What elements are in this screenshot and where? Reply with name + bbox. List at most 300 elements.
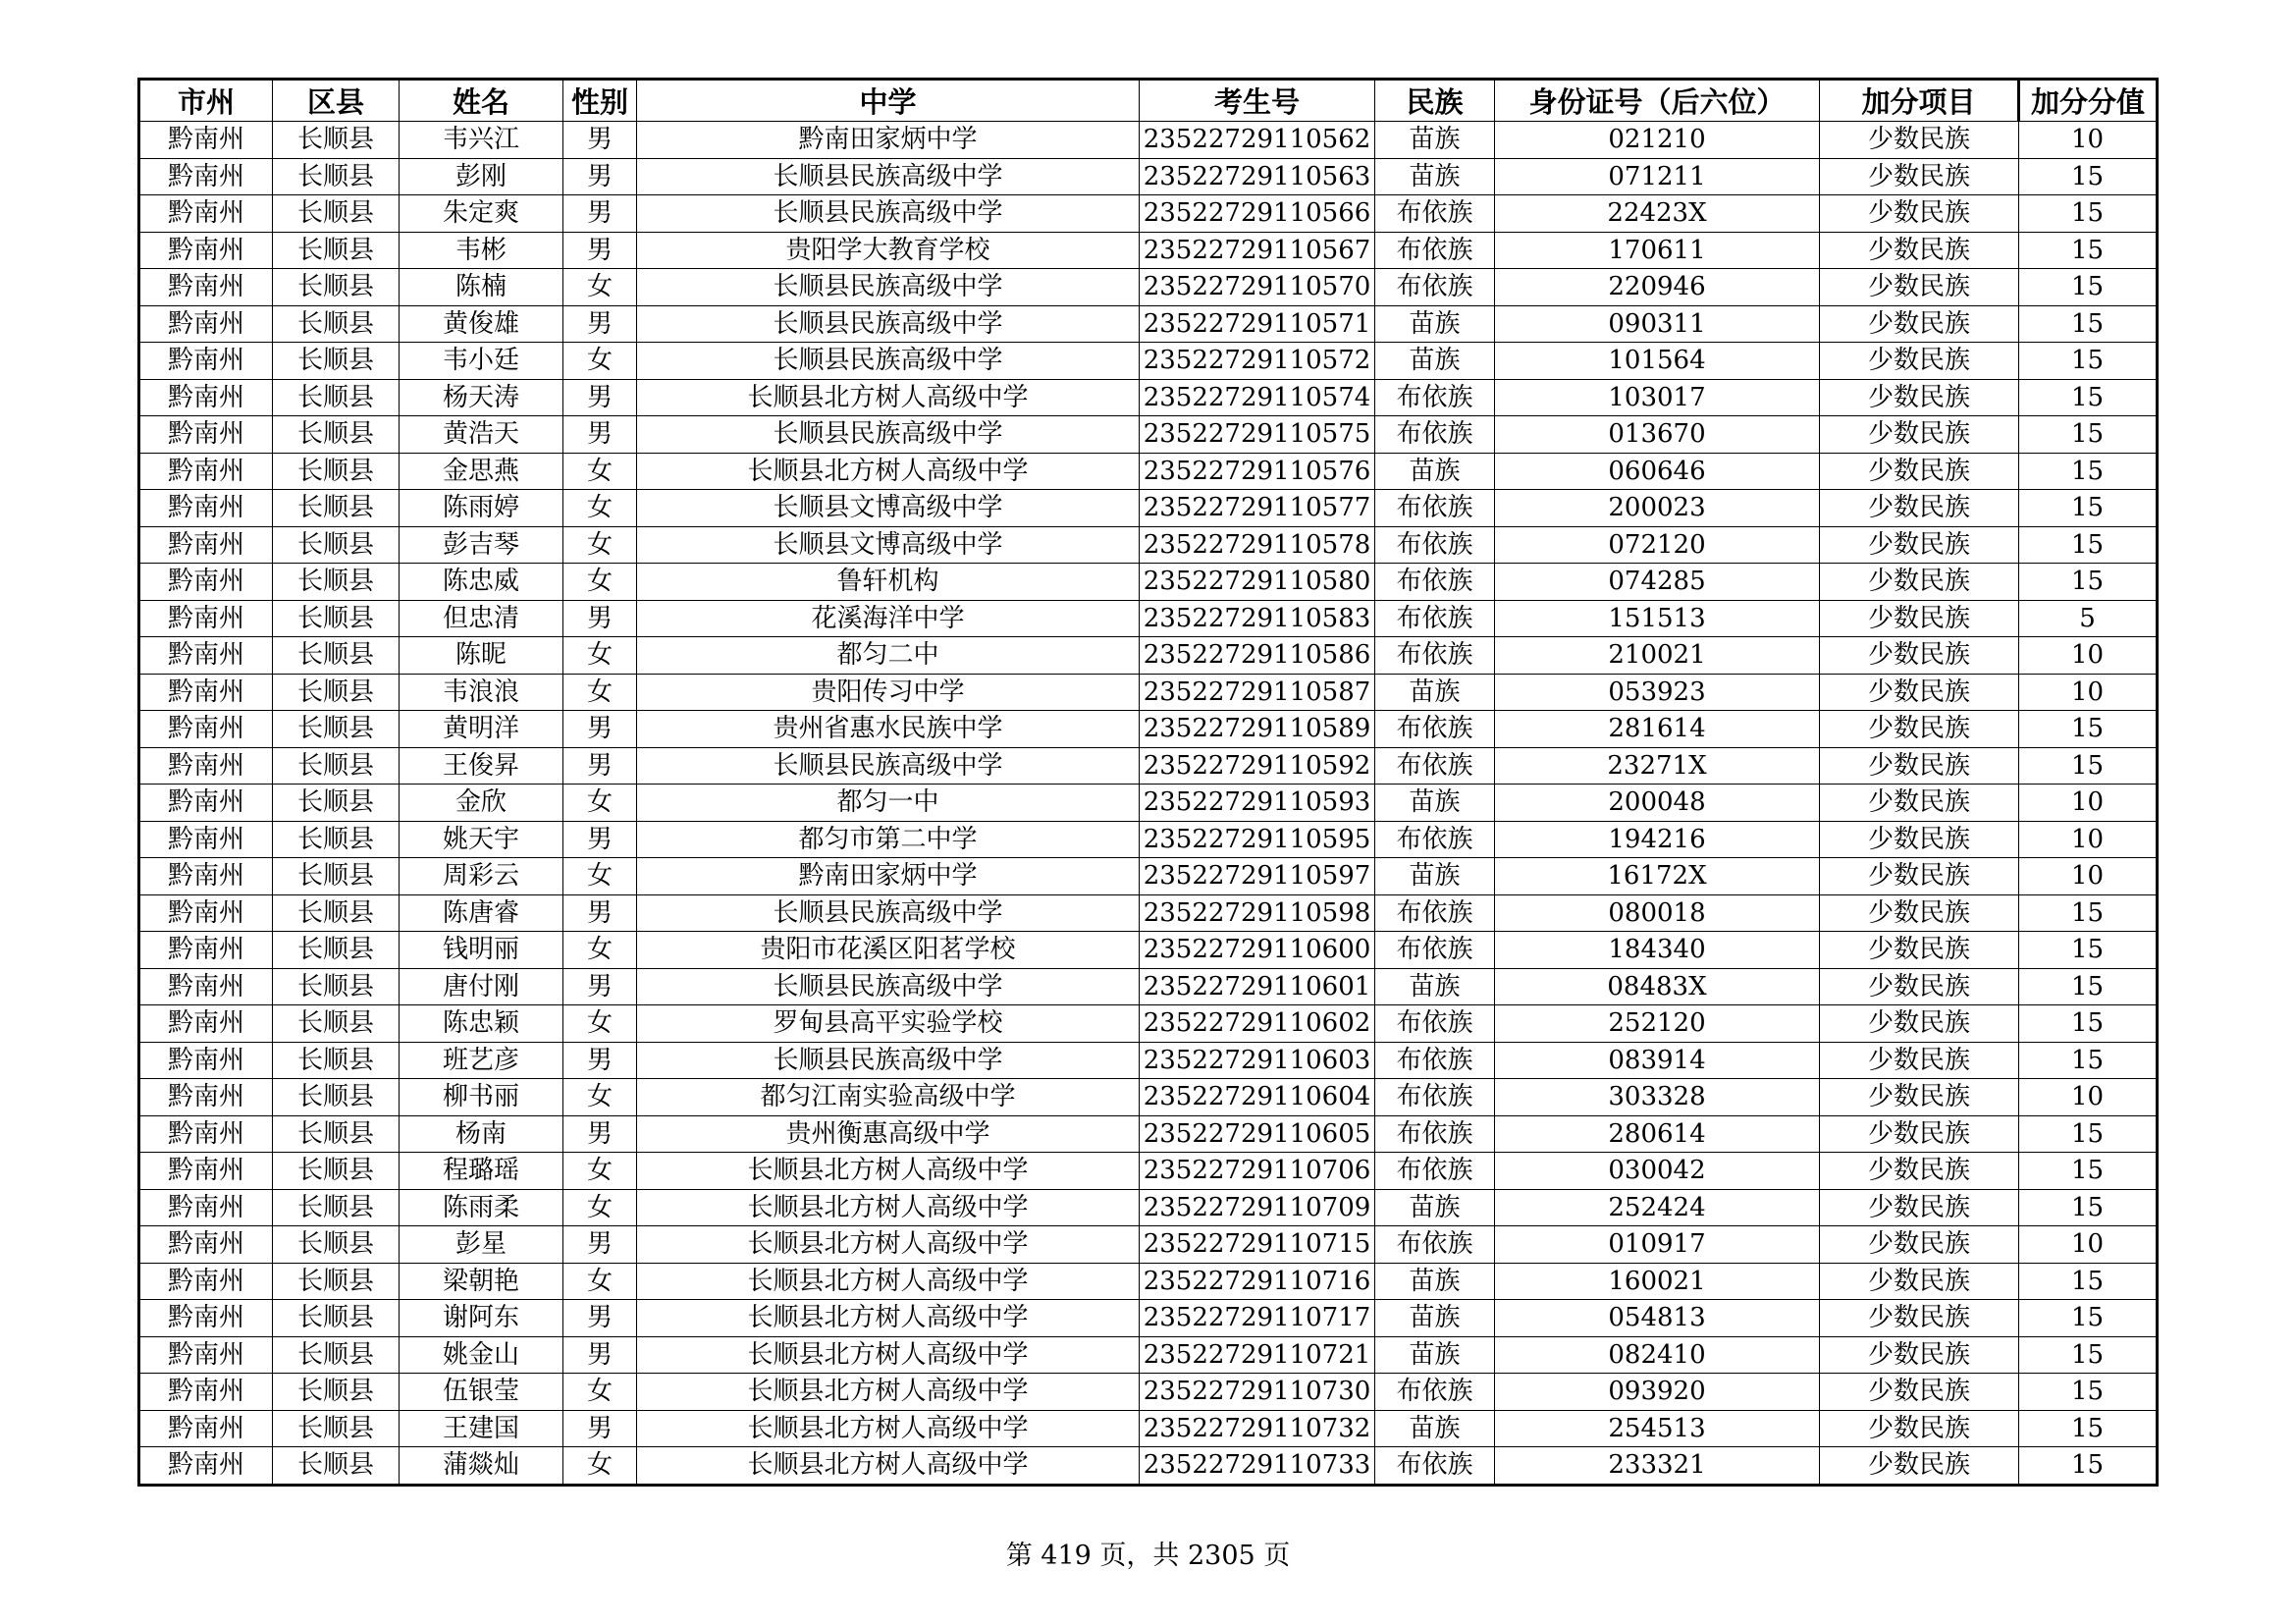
name-cell: 朱定爽 bbox=[400, 195, 563, 233]
id-suffix-cell: 160021 bbox=[1495, 1263, 1820, 1300]
exam-number-cell: 23522729110570 bbox=[1140, 269, 1375, 306]
city-cell: 黔南州 bbox=[139, 1300, 273, 1337]
bonus-item-cell: 少数民族 bbox=[1820, 453, 2019, 490]
county-cell: 长顺县 bbox=[273, 894, 400, 932]
city-cell: 黔南州 bbox=[139, 1374, 273, 1411]
bonus-item-cell: 少数民族 bbox=[1820, 1115, 2019, 1153]
school-cell: 长顺县北方树人高级中学 bbox=[637, 1153, 1140, 1190]
exam-number-cell: 23522729110583 bbox=[1140, 600, 1375, 637]
gender-cell: 男 bbox=[563, 158, 637, 195]
ethnicity-cell: 苗族 bbox=[1375, 785, 1495, 822]
gender-cell: 男 bbox=[563, 1226, 637, 1264]
name-cell: 韦小廷 bbox=[400, 343, 563, 380]
school-cell: 鲁轩机构 bbox=[637, 564, 1140, 601]
name-cell: 韦浪浪 bbox=[400, 674, 563, 711]
bonus-item-cell: 少数民族 bbox=[1820, 1263, 2019, 1300]
bonus-item-cell: 少数民族 bbox=[1820, 1189, 2019, 1226]
exam-number-cell: 23522729110580 bbox=[1140, 564, 1375, 601]
ethnicity-cell: 布依族 bbox=[1375, 416, 1495, 454]
gender-cell: 男 bbox=[563, 968, 637, 1005]
name-cell: 陈唐睿 bbox=[400, 894, 563, 932]
ethnicity-cell: 布依族 bbox=[1375, 637, 1495, 675]
gender-cell: 男 bbox=[563, 1042, 637, 1079]
bonus-item-cell: 少数民族 bbox=[1820, 747, 2019, 785]
id-suffix-cell: 16172X bbox=[1495, 858, 1820, 895]
gender-cell: 女 bbox=[563, 269, 637, 306]
name-cell: 陈楠 bbox=[400, 269, 563, 306]
school-cell: 长顺县北方树人高级中学 bbox=[637, 1336, 1140, 1374]
table-row bbox=[139, 858, 2158, 895]
bonus-item-cell: 少数民族 bbox=[1820, 1226, 2019, 1264]
bonus-item-cell: 少数民族 bbox=[1820, 416, 2019, 454]
exam-number-cell: 23522729110566 bbox=[1140, 195, 1375, 233]
exam-number-cell: 23522729110576 bbox=[1140, 453, 1375, 490]
city-cell: 黔南州 bbox=[139, 1189, 273, 1226]
exam-number-cell: 23522729110593 bbox=[1140, 785, 1375, 822]
school-cell: 花溪海洋中学 bbox=[637, 600, 1140, 637]
city-cell: 黔南州 bbox=[139, 158, 273, 195]
name-cell: 谢阿东 bbox=[400, 1300, 563, 1337]
county-cell: 长顺县 bbox=[273, 343, 400, 380]
school-cell: 黔南田家炳中学 bbox=[637, 122, 1140, 159]
gender-cell: 男 bbox=[563, 1410, 637, 1447]
bonus-item-header: 加分项目 bbox=[1820, 80, 2019, 122]
city-cell: 黔南州 bbox=[139, 1042, 273, 1079]
county-cell: 长顺县 bbox=[273, 453, 400, 490]
ethnicity-cell: 苗族 bbox=[1375, 1410, 1495, 1447]
ethnicity-cell: 布依族 bbox=[1375, 932, 1495, 969]
table-row bbox=[139, 711, 2158, 748]
bonus-points-cell: 10 bbox=[2019, 785, 2158, 822]
city-cell: 黔南州 bbox=[139, 379, 273, 416]
name-cell: 金思燕 bbox=[400, 453, 563, 490]
exam-number-cell: 23522729110571 bbox=[1140, 305, 1375, 343]
exam-number-cell: 23522729110605 bbox=[1140, 1115, 1375, 1153]
id-suffix-cell: 08483X bbox=[1495, 968, 1820, 1005]
school-cell: 都匀市第二中学 bbox=[637, 821, 1140, 858]
county-cell: 长顺县 bbox=[273, 1079, 400, 1116]
id-suffix-cell: 083914 bbox=[1495, 1042, 1820, 1079]
exam-number-cell: 23522729110563 bbox=[1140, 158, 1375, 195]
bonus-item-cell: 少数民族 bbox=[1820, 195, 2019, 233]
bonus-points-header: 加分分值 bbox=[2019, 80, 2158, 122]
name-cell: 金欣 bbox=[400, 785, 563, 822]
gender-header: 性别 bbox=[563, 80, 637, 122]
name-cell: 姚天宇 bbox=[400, 821, 563, 858]
gender-cell: 男 bbox=[563, 711, 637, 748]
gender-cell: 女 bbox=[563, 1374, 637, 1411]
exam-number-cell: 23522729110715 bbox=[1140, 1226, 1375, 1264]
bonus-points-cell: 15 bbox=[2019, 305, 2158, 343]
bonus-item-cell: 少数民族 bbox=[1820, 1005, 2019, 1043]
exam-number-cell: 23522729110730 bbox=[1140, 1374, 1375, 1411]
table-row bbox=[139, 674, 2158, 711]
gender-cell: 女 bbox=[563, 526, 637, 564]
name-cell: 彭吉琴 bbox=[400, 526, 563, 564]
id-suffix-cell: 184340 bbox=[1495, 932, 1820, 969]
ethnicity-cell: 布依族 bbox=[1375, 1042, 1495, 1079]
id-suffix-cell: 080018 bbox=[1495, 894, 1820, 932]
table-row bbox=[139, 821, 2158, 858]
gender-cell: 男 bbox=[563, 122, 637, 159]
gender-cell: 男 bbox=[563, 821, 637, 858]
bonus-points-cell: 15 bbox=[2019, 343, 2158, 380]
table-row bbox=[139, 564, 2158, 601]
city-cell: 黔南州 bbox=[139, 416, 273, 454]
table-row bbox=[139, 1115, 2158, 1153]
exam-number-cell: 23522729110732 bbox=[1140, 1410, 1375, 1447]
county-cell: 长顺县 bbox=[273, 269, 400, 306]
id-suffix-cell: 252424 bbox=[1495, 1189, 1820, 1226]
city-cell: 黔南州 bbox=[139, 490, 273, 527]
ethnicity-cell: 布依族 bbox=[1375, 1115, 1495, 1153]
bonus-points-cell: 15 bbox=[2019, 1374, 2158, 1411]
bonus-points-cell: 15 bbox=[2019, 894, 2158, 932]
id-suffix-cell: 200048 bbox=[1495, 785, 1820, 822]
name-cell: 陈忠威 bbox=[400, 564, 563, 601]
table-row bbox=[139, 1079, 2158, 1116]
gender-cell: 男 bbox=[563, 1115, 637, 1153]
name-cell: 韦兴江 bbox=[400, 122, 563, 159]
bonus-points-cell: 5 bbox=[2019, 600, 2158, 637]
name-cell: 王建国 bbox=[400, 1410, 563, 1447]
school-cell: 长顺县北方树人高级中学 bbox=[637, 1410, 1140, 1447]
county-cell: 长顺县 bbox=[273, 195, 400, 233]
school-cell: 长顺县民族高级中学 bbox=[637, 343, 1140, 380]
table-row bbox=[139, 1226, 2158, 1264]
bonus-item-cell: 少数民族 bbox=[1820, 269, 2019, 306]
gender-cell: 女 bbox=[563, 490, 637, 527]
county-cell: 长顺县 bbox=[273, 490, 400, 527]
county-cell: 长顺县 bbox=[273, 1300, 400, 1337]
table-row bbox=[139, 1447, 2158, 1486]
bonus-item-cell: 少数民族 bbox=[1820, 968, 2019, 1005]
exam-number-cell: 23522729110574 bbox=[1140, 379, 1375, 416]
bonus-item-cell: 少数民族 bbox=[1820, 1374, 2019, 1411]
school-cell: 长顺县北方树人高级中学 bbox=[637, 1189, 1140, 1226]
bonus-item-cell: 少数民族 bbox=[1820, 1153, 2019, 1190]
bonus-points-cell: 15 bbox=[2019, 416, 2158, 454]
city-cell: 黔南州 bbox=[139, 1115, 273, 1153]
name-cell: 黄明洋 bbox=[400, 711, 563, 748]
table-row bbox=[139, 637, 2158, 675]
bonus-points-cell: 15 bbox=[2019, 1263, 2158, 1300]
city-cell: 黔南州 bbox=[139, 1005, 273, 1043]
name-cell: 班艺彦 bbox=[400, 1042, 563, 1079]
bonus-points-cell: 15 bbox=[2019, 1189, 2158, 1226]
ethnicity-cell: 苗族 bbox=[1375, 858, 1495, 895]
id-suffix-cell: 170611 bbox=[1495, 232, 1820, 269]
city-cell: 黔南州 bbox=[139, 453, 273, 490]
bonus-item-cell: 少数民族 bbox=[1820, 564, 2019, 601]
exam-number-cell: 23522729110575 bbox=[1140, 416, 1375, 454]
city-cell: 黔南州 bbox=[139, 932, 273, 969]
school-cell: 长顺县北方树人高级中学 bbox=[637, 1226, 1140, 1264]
id-suffix-cell: 151513 bbox=[1495, 600, 1820, 637]
table-row bbox=[139, 379, 2158, 416]
bonus-item-cell: 少数民族 bbox=[1820, 1447, 2019, 1486]
county-cell: 长顺县 bbox=[273, 1336, 400, 1374]
name-cell: 周彩云 bbox=[400, 858, 563, 895]
table-row bbox=[139, 232, 2158, 269]
exam-number-cell: 23522729110597 bbox=[1140, 858, 1375, 895]
table-row bbox=[139, 600, 2158, 637]
school-cell: 都匀二中 bbox=[637, 637, 1140, 675]
ethnicity-cell: 苗族 bbox=[1375, 453, 1495, 490]
gender-cell: 男 bbox=[563, 195, 637, 233]
bonus-item-cell: 少数民族 bbox=[1820, 932, 2019, 969]
table-row bbox=[139, 894, 2158, 932]
ethnicity-cell: 布依族 bbox=[1375, 821, 1495, 858]
city-cell: 黔南州 bbox=[139, 711, 273, 748]
bonus-points-cell: 15 bbox=[2019, 1153, 2158, 1190]
name-cell: 陈雨婷 bbox=[400, 490, 563, 527]
ethnicity-cell: 布依族 bbox=[1375, 1005, 1495, 1043]
id-suffix-cell: 303328 bbox=[1495, 1079, 1820, 1116]
city-cell: 黔南州 bbox=[139, 785, 273, 822]
bonus-points-cell: 10 bbox=[2019, 122, 2158, 159]
id-suffix-cell: 071211 bbox=[1495, 158, 1820, 195]
table-row bbox=[139, 343, 2158, 380]
ethnicity-cell: 布依族 bbox=[1375, 269, 1495, 306]
bonus-item-cell: 少数民族 bbox=[1820, 343, 2019, 380]
name-cell: 黄浩天 bbox=[400, 416, 563, 454]
county-cell: 长顺县 bbox=[273, 821, 400, 858]
exam-number-cell: 23522729110586 bbox=[1140, 637, 1375, 675]
bonus-points-cell: 10 bbox=[2019, 637, 2158, 675]
exam-number-cell: 23522729110598 bbox=[1140, 894, 1375, 932]
bonus-item-cell: 少数民族 bbox=[1820, 1336, 2019, 1374]
name-cell: 蒲燚灿 bbox=[400, 1447, 563, 1486]
table-row bbox=[139, 1410, 2158, 1447]
bonus-points-cell: 15 bbox=[2019, 1447, 2158, 1486]
school-cell: 长顺县北方树人高级中学 bbox=[637, 1300, 1140, 1337]
ethnicity-cell: 布依族 bbox=[1375, 1079, 1495, 1116]
id-suffix-cell: 072120 bbox=[1495, 526, 1820, 564]
bonus-points-cell: 15 bbox=[2019, 1336, 2158, 1374]
exam-number-cell: 23522729110716 bbox=[1140, 1263, 1375, 1300]
bonus-item-cell: 少数民族 bbox=[1820, 858, 2019, 895]
bonus-points-cell: 15 bbox=[2019, 968, 2158, 1005]
county-cell: 长顺县 bbox=[273, 1447, 400, 1486]
ethnicity-cell: 苗族 bbox=[1375, 122, 1495, 159]
ethnicity-cell: 布依族 bbox=[1375, 490, 1495, 527]
bonus-item-cell: 少数民族 bbox=[1820, 379, 2019, 416]
table-row bbox=[139, 158, 2158, 195]
city-cell: 黔南州 bbox=[139, 747, 273, 785]
school-cell: 贵阳传习中学 bbox=[637, 674, 1140, 711]
table-body bbox=[139, 122, 2158, 1486]
school-cell: 长顺县北方树人高级中学 bbox=[637, 1447, 1140, 1486]
id-suffix-cell: 210021 bbox=[1495, 637, 1820, 675]
exam-number-cell: 23522729110562 bbox=[1140, 122, 1375, 159]
county-cell: 长顺县 bbox=[273, 637, 400, 675]
id-suffix-cell: 090311 bbox=[1495, 305, 1820, 343]
school-cell: 长顺县民族高级中学 bbox=[637, 416, 1140, 454]
id-suffix-cell: 280614 bbox=[1495, 1115, 1820, 1153]
school-cell: 长顺县民族高级中学 bbox=[637, 158, 1140, 195]
county-cell: 长顺县 bbox=[273, 416, 400, 454]
bonus-item-cell: 少数民族 bbox=[1820, 1300, 2019, 1337]
city-cell: 黔南州 bbox=[139, 343, 273, 380]
bonus-item-cell: 少数民族 bbox=[1820, 526, 2019, 564]
name-cell: 陈忠颖 bbox=[400, 1005, 563, 1043]
exam-number-cell: 23522729110709 bbox=[1140, 1189, 1375, 1226]
bonus-points-cell: 10 bbox=[2019, 858, 2158, 895]
id-suffix-cell: 074285 bbox=[1495, 564, 1820, 601]
id-suffix-cell: 060646 bbox=[1495, 453, 1820, 490]
bonus-item-cell: 少数民族 bbox=[1820, 305, 2019, 343]
bonus-item-cell: 少数民族 bbox=[1820, 1079, 2019, 1116]
exam-number-cell: 23522729110603 bbox=[1140, 1042, 1375, 1079]
ethnicity-cell: 苗族 bbox=[1375, 968, 1495, 1005]
gender-cell: 男 bbox=[563, 416, 637, 454]
id-suffix-cell: 194216 bbox=[1495, 821, 1820, 858]
county-cell: 长顺县 bbox=[273, 785, 400, 822]
id-suffix-cell: 010917 bbox=[1495, 1226, 1820, 1264]
school-cell: 贵州省惠水民族中学 bbox=[637, 711, 1140, 748]
ethnicity-cell: 苗族 bbox=[1375, 1189, 1495, 1226]
bonus-points-cell: 15 bbox=[2019, 379, 2158, 416]
county-cell: 长顺县 bbox=[273, 564, 400, 601]
county-cell: 长顺县 bbox=[273, 526, 400, 564]
gender-cell: 女 bbox=[563, 1447, 637, 1486]
gender-cell: 男 bbox=[563, 894, 637, 932]
city-cell: 黔南州 bbox=[139, 1226, 273, 1264]
ethnicity-cell: 布依族 bbox=[1375, 711, 1495, 748]
ethnicity-cell: 苗族 bbox=[1375, 674, 1495, 711]
roster-sheet bbox=[137, 78, 2156, 1487]
name-cell: 梁朝艳 bbox=[400, 1263, 563, 1300]
exam-number-cell: 23522729110595 bbox=[1140, 821, 1375, 858]
gender-cell: 男 bbox=[563, 1300, 637, 1337]
gender-cell: 男 bbox=[563, 305, 637, 343]
bonus-points-cell: 15 bbox=[2019, 526, 2158, 564]
school-cell: 贵阳市花溪区阳茗学校 bbox=[637, 932, 1140, 969]
bonus-points-cell: 15 bbox=[2019, 1042, 2158, 1079]
exam-number-cell: 23522729110604 bbox=[1140, 1079, 1375, 1116]
county-cell: 长顺县 bbox=[273, 711, 400, 748]
school-cell: 长顺县民族高级中学 bbox=[637, 747, 1140, 785]
bonus-points-cell: 15 bbox=[2019, 195, 2158, 233]
bonus-item-cell: 少数民族 bbox=[1820, 821, 2019, 858]
bonus-points-cell: 10 bbox=[2019, 1226, 2158, 1264]
gender-cell: 女 bbox=[563, 343, 637, 380]
gender-cell: 男 bbox=[563, 1336, 637, 1374]
bonus-points-cell: 15 bbox=[2019, 747, 2158, 785]
gender-cell: 女 bbox=[563, 1189, 637, 1226]
county-cell: 长顺县 bbox=[273, 747, 400, 785]
gender-cell: 女 bbox=[563, 453, 637, 490]
ethnicity-cell: 苗族 bbox=[1375, 305, 1495, 343]
school-cell: 长顺县文博高级中学 bbox=[637, 490, 1140, 527]
bonus-points-cell: 15 bbox=[2019, 490, 2158, 527]
county-cell: 长顺县 bbox=[273, 968, 400, 1005]
county-cell: 长顺县 bbox=[273, 932, 400, 969]
bonus-points-cell: 10 bbox=[2019, 1079, 2158, 1116]
id-suffix-cell: 281614 bbox=[1495, 711, 1820, 748]
name-cell: 但忠清 bbox=[400, 600, 563, 637]
bonus-points-cell: 15 bbox=[2019, 1410, 2158, 1447]
gender-cell: 女 bbox=[563, 1079, 637, 1116]
table-row bbox=[139, 305, 2158, 343]
ethnicity-cell: 布依族 bbox=[1375, 894, 1495, 932]
school-cell: 长顺县民族高级中学 bbox=[637, 269, 1140, 306]
id-suffix-cell: 082410 bbox=[1495, 1336, 1820, 1374]
city-cell: 黔南州 bbox=[139, 858, 273, 895]
id-suffix-cell: 101564 bbox=[1495, 343, 1820, 380]
exam-number-cell: 23522729110572 bbox=[1140, 343, 1375, 380]
city-cell: 黔南州 bbox=[139, 1263, 273, 1300]
id-suffix-cell: 254513 bbox=[1495, 1410, 1820, 1447]
table-row bbox=[139, 785, 2158, 822]
city-cell: 黔南州 bbox=[139, 526, 273, 564]
table-row bbox=[139, 1263, 2158, 1300]
bonus-item-cell: 少数民族 bbox=[1820, 600, 2019, 637]
school-cell: 贵阳学大教育学校 bbox=[637, 232, 1140, 269]
bonus-points-cell: 15 bbox=[2019, 564, 2158, 601]
name-cell: 唐付刚 bbox=[400, 968, 563, 1005]
id-suffix-cell: 053923 bbox=[1495, 674, 1820, 711]
county-cell: 长顺县 bbox=[273, 1374, 400, 1411]
table-row bbox=[139, 1300, 2158, 1337]
bonus-item-cell: 少数民族 bbox=[1820, 711, 2019, 748]
city-cell: 黔南州 bbox=[139, 968, 273, 1005]
gender-cell: 女 bbox=[563, 674, 637, 711]
ethnicity-cell: 苗族 bbox=[1375, 1300, 1495, 1337]
bonus-points-cell: 15 bbox=[2019, 158, 2158, 195]
name-cell: 杨南 bbox=[400, 1115, 563, 1153]
county-cell: 长顺县 bbox=[273, 1042, 400, 1079]
county-cell: 长顺县 bbox=[273, 858, 400, 895]
exam-number-cell: 23522729110733 bbox=[1140, 1447, 1375, 1486]
id-suffix-cell: 013670 bbox=[1495, 416, 1820, 454]
bonus-item-cell: 少数民族 bbox=[1820, 490, 2019, 527]
bonus-points-cell: 15 bbox=[2019, 1115, 2158, 1153]
table-row bbox=[139, 269, 2158, 306]
county-cell: 长顺县 bbox=[273, 122, 400, 159]
name-cell: 黄俊雄 bbox=[400, 305, 563, 343]
ethnicity-cell: 布依族 bbox=[1375, 564, 1495, 601]
gender-cell: 女 bbox=[563, 932, 637, 969]
gender-cell: 女 bbox=[563, 785, 637, 822]
city-cell: 黔南州 bbox=[139, 564, 273, 601]
table-row bbox=[139, 747, 2158, 785]
school-cell: 长顺县北方树人高级中学 bbox=[637, 379, 1140, 416]
id-suffix-cell: 233321 bbox=[1495, 1447, 1820, 1486]
county-cell: 长顺县 bbox=[273, 305, 400, 343]
name-cell: 姚金山 bbox=[400, 1336, 563, 1374]
city-cell: 黔南州 bbox=[139, 674, 273, 711]
table-row bbox=[139, 968, 2158, 1005]
ethnicity-cell: 布依族 bbox=[1375, 232, 1495, 269]
name-cell: 杨天涛 bbox=[400, 379, 563, 416]
gender-cell: 男 bbox=[563, 747, 637, 785]
bonus-points-cell: 10 bbox=[2019, 821, 2158, 858]
exam-number-cell: 23522729110578 bbox=[1140, 526, 1375, 564]
ethnicity-cell: 布依族 bbox=[1375, 1374, 1495, 1411]
city-cell: 黔南州 bbox=[139, 821, 273, 858]
ethnicity-cell: 布依族 bbox=[1375, 526, 1495, 564]
school-cell: 都匀江南实验高级中学 bbox=[637, 1079, 1140, 1116]
gender-cell: 男 bbox=[563, 600, 637, 637]
bonus-item-cell: 少数民族 bbox=[1820, 158, 2019, 195]
exam-number-cell: 23522729110589 bbox=[1140, 711, 1375, 748]
gender-cell: 男 bbox=[563, 379, 637, 416]
id-suffix-cell: 220946 bbox=[1495, 269, 1820, 306]
id-suffix-cell: 22423X bbox=[1495, 195, 1820, 233]
school-cell: 长顺县民族高级中学 bbox=[637, 305, 1140, 343]
